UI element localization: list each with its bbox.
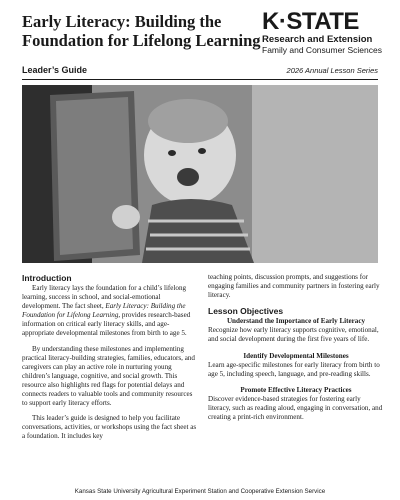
brand-name: K·STATE [262, 8, 359, 35]
objective-item [208, 317, 384, 344]
baby-reading-photo [22, 85, 378, 263]
objective-title: Identify Developmental Milestones [243, 351, 349, 360]
objective-body: Recognize how early literacy supports cognitive, emotional, and social development during the first five years of life. [208, 326, 379, 344]
objective-title: Promote Effective Literacy Practices [240, 385, 352, 394]
objective-item [208, 386, 384, 422]
footer-text: Kansas State University Agricultural Experiment Station and Cooperative Extension Service [74, 488, 326, 495]
intro-paragraph-1 [22, 284, 198, 339]
document-header [22, 10, 382, 70]
brand-line-fcs: Family and Consumer Sciences [262, 45, 382, 55]
intro-p1-start: Early literacy lays the foundation for a child’s lifelong learning, success in school, and social-emotional development. The fact sheet, [22, 284, 187, 311]
intro-heading: Introduction [22, 273, 72, 283]
intro-paragraph-3-continued: teaching points, discussion prompts, and suggestions for engaging families and community partners in fostering early literacy. [208, 273, 380, 300]
objective-body: Discover evidence-based strategies for fostering early literacy, such as reading aloud, engaging in conversation, and creating a print-rich environment. [208, 394, 383, 422]
objective-item [208, 352, 384, 379]
objective-title: Understand the Importance of Early Literacy [226, 317, 366, 326]
document-title [22, 12, 262, 50]
leaders-guide-label: Leader’s Guide [22, 65, 88, 75]
fact-sheet-title: Early Literacy: Building the Foundation for Lifelong Learning [22, 302, 186, 320]
title-line-1: Early Literacy: Building the [22, 12, 222, 31]
kstate-logo [262, 10, 382, 56]
right-column [208, 273, 384, 429]
intro-paragraph-3: This leader’s guide is designed to help you facilitate conversations, activities, or workshops using the fact sheet as a foundation. It includes key [22, 414, 197, 441]
objectives-heading: Lesson Objectives [208, 306, 284, 317]
brand-line-research: Research and Extension [262, 34, 373, 45]
photo-illustration [22, 85, 378, 263]
guide-bar [22, 64, 378, 80]
series-label: 2026 Annual Lesson Series [286, 66, 378, 75]
objective-body: Learn age-specific milestones for early literacy from birth to age 5, including speech, language, and pre-reading skills. [208, 360, 380, 378]
intro-p1-end: , provides research-based information on critical early literacy skills, and age-appropriate developmental milestones from birth to age 5. [22, 311, 191, 338]
intro-paragraph-2: By understanding these milestones and implementing practical literacy-building strategies, families, educators, and caregivers can play an active role in nurturing young children’s language, cognitive, and social growth. This resource also highlights red flags for potential delays and connects readers to valuable tools and community resources to support early literacy efforts. [22, 344, 195, 408]
left-column [22, 273, 198, 448]
title-line-2: Foundation for Lifelong Learning [22, 31, 261, 50]
